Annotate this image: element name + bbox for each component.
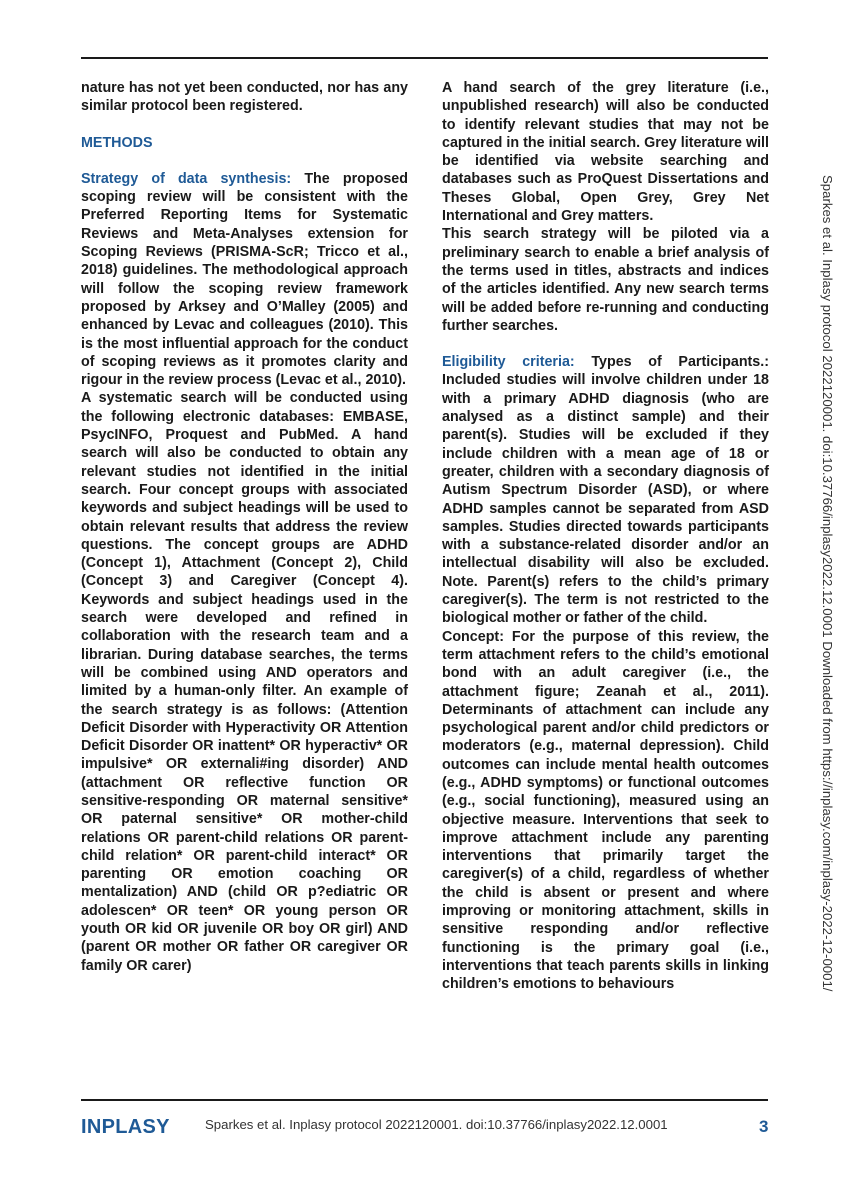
right-column <box>442 79 769 994</box>
pilot-paragraph: This search strategy will be piloted via a preliminary search to enable a brief analysis of the terms used in titles, abstracts and indices of the articles identified. Any new search terms will be added before re-running and conducting further searches. <box>442 226 769 334</box>
search-paragraph: A systematic search will be conducted using the following electronic databases: EMBASE, PsycINFO, Proquest and PubMed. A hand search will also be conducted to obtain any relevant studies not identified in the initial search. Four concept groups with associated keywords and subject headings will be used to obtain relevant results that address the review questions. The concept groups are ADHD (Concept 1), Attachment (Concept 2), Child (Concept 3) and Caregiver (Concept 4). Keywords and subject headings used in the search were developed and refined in collaboration with the research team and a librarian. During database searches, the terms will be combined using AND operators and limited by a human-only filter. An example of the search strategy is as follows: (Attention Deficit Disorder with Hyperactivity OR Attention Deficit Disorder OR inattent* OR hyperactiv* OR impulsive* OR externali#ing disorder) AND (attachment OR reflective function OR sensitive-responding OR maternal sensitive* OR paternal sensitive* OR mother-child relations OR parent-child relations OR parent-child relation* OR parent-child interact* OR parenting OR emotion coaching OR mentalization) AND (child OR p?ediatric OR adolescen* OR teen* OR young person OR youth OR kid OR juvenile OR boy OR girl) AND (parent OR mother OR father OR caregiver OR family OR carer) <box>81 390 408 974</box>
footer-citation: Sparkes et al. Inplasy protocol 2022120001. doi:10.37766/inplasy2022.12.0001 <box>205 1117 668 1132</box>
strategy-text: The proposed scoping review will be consistent with the Preferred Reporting Items for Systematic Reviews and Meta-Analyses extension for Scoping Reviews (PRISMA-ScR; Tricco et al., 2018) guidelines. The methodological approach will follow the scoping review framework proposed by Arksey and O’Malley (2005) and enhanced by Levac and colleagues (2010). This is the most influential approach for the conduct of scoping reviews as it promotes clarity and rigour in the review process (Levac et al., 2010). <box>81 170 408 389</box>
strategy-paragraph <box>81 170 408 390</box>
footer-brand-logo: INPLASY <box>81 1116 170 1138</box>
methods-heading: METHODS <box>81 134 153 151</box>
header-rule <box>81 57 768 59</box>
grey-literature-paragraph: A hand search of the grey literature (i.e., unpublished research) will also be conducted to identify relevant studies that may not be captured in the initial search. Grey literature will be identified via website searching and databases such as ProQuest Dissertations and Theses Global, Open Grey, Grey Net International and Grey matters. <box>442 80 769 225</box>
footer-rule <box>81 1099 768 1101</box>
eligibility-text: Types of Participants.: Included studies will involve children under 18 with a primary ADHD diagnosis (who are analysed as a distinct sample) and their parent(s). Studies will be excluded if they include children with a mean age of 18 or greater, children with a secondary diagnosis of Autism Spectrum Disorder (ASD), or where ADHD samples cannot be separated from ASD samples. Studies directed towards participants with a substance-related disorder and/or an intellectual disability will also be excluded. Note. Parent(s) refers to the child’s primary caregiver(s). The term is not restricted to the biological mother or father of the child. <box>442 354 769 627</box>
concept-paragraph: Concept: For the purpose of this review, the term attachment refers to the child’s emotional bond with an adult caregiver (i.e., the attachment figure; Zeanah et al., 2011). Determinants of attachment can include any psychological parent and/or child predictors or moderators (e.g., maternal depression). Child outcomes can include mental health outcomes (e.g., ADHD symptoms) or functional outcomes (e.g., social functioning), measured using an objective measure. Interventions that seek to improve attachment include any parenting interventions that primarily target the caregiver(s) of a child, regardless of whether the child is absent or present and where improving or monitoring attachment, skills in sensitive responding and/or reflective functioning is the primary goal (i.e., interventions that teach parents skills in linking children’s emotions to behaviours <box>442 628 769 993</box>
intro-paragraph: nature has not yet been conducted, nor has any similar protocol been registered. <box>81 80 408 115</box>
strategy-label: Strategy of data synthesis: <box>81 170 292 187</box>
page-number: 3 <box>759 1117 769 1136</box>
side-citation: Sparkes et al. Inplasy protocol 2022120001. doi:10.37766/inplasy2022.12.0001 Downloaded from https://inplasy.com/inplasy-2022-12-0001/ <box>820 175 835 992</box>
eligibility-label: Eligibility criteria: <box>442 354 575 371</box>
left-column <box>81 79 408 975</box>
eligibility-paragraph <box>442 353 769 627</box>
